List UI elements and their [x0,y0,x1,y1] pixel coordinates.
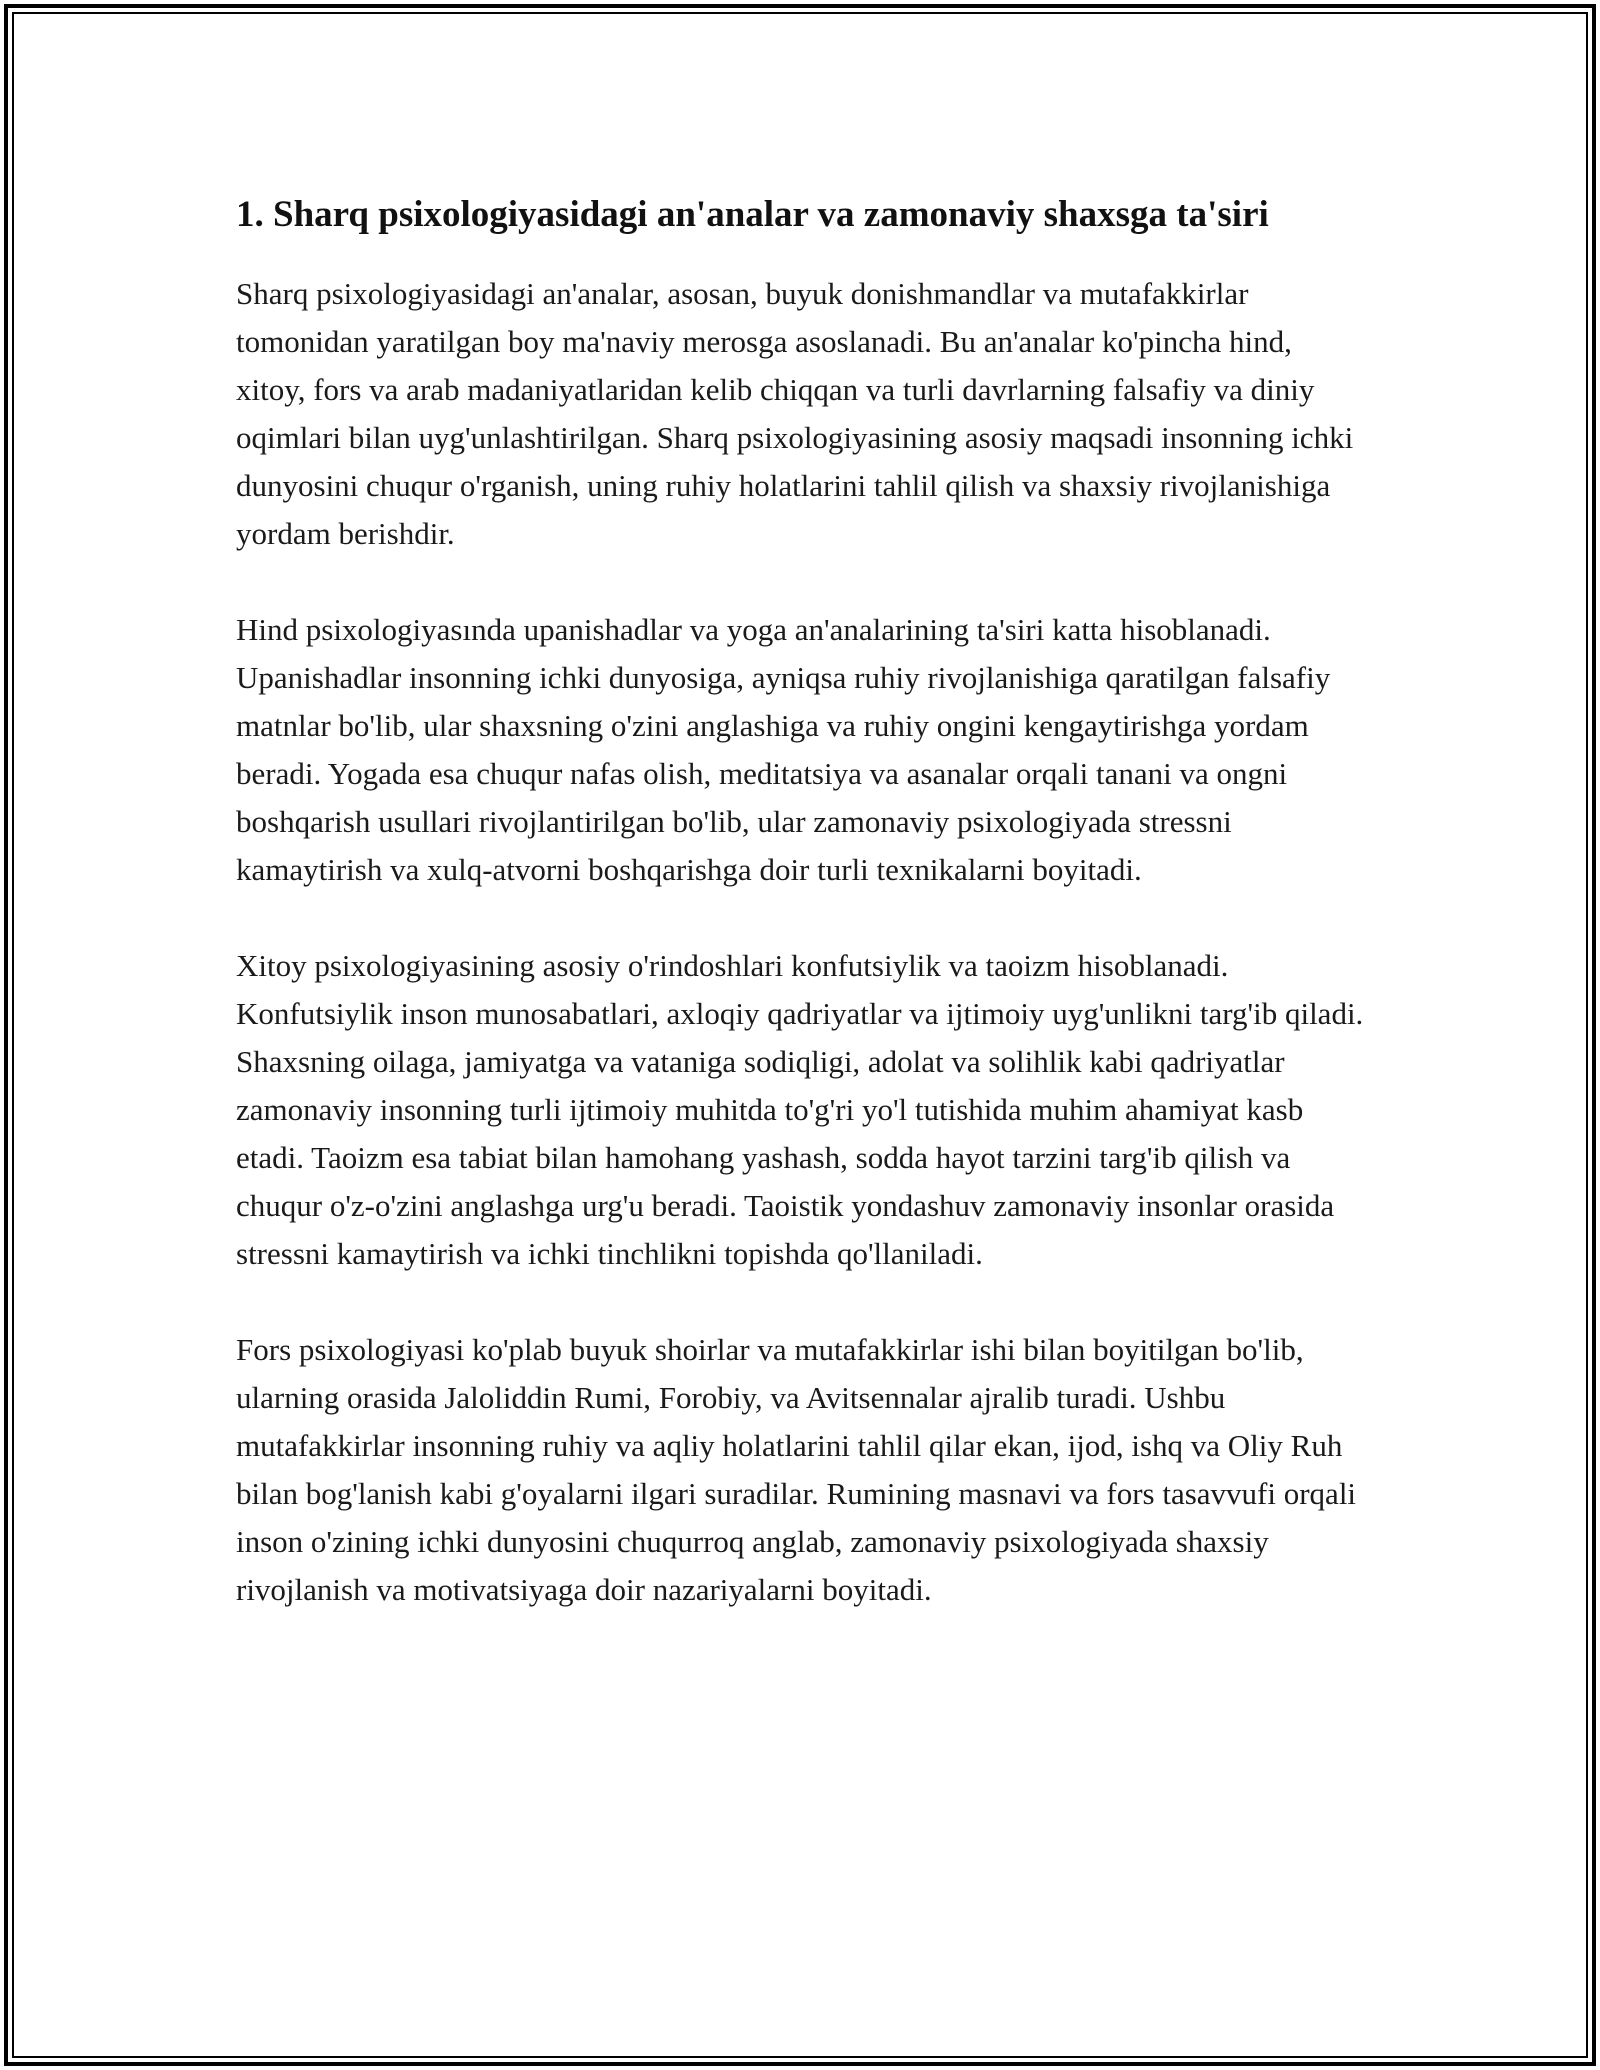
paragraph-intro: Sharq psixologiyasidagi an'analar, asosan, buyuk donishmandlar va mutafakkirlar tomonidan yaratilgan boy ma'naviy merosga asoslanadi. Bu an'analar ko'pincha hind, xitoy, fors va arab madaniyatlaridan kelib chiqqan va turli davrlarning falsafiy va diniy oqimlari bilan uyg'unlashtirilgan. Sharq psixologiyasining asosiy maqsadi insonning ichki dunyosini chuqur o'rganish, uning ruhiy holatlarini tahlil qilish va shaxsiy rivojlanishiga yordam berishdir. [236,276,1354,551]
paragraph-chinese-psychology: Xitoy psixologiyasining asosiy o'rindoshlari konfutsiylik va taoizm hisoblanadi. Konfutsiylik inson munosabatlari, axloqiy qadriyatlar va ijtimoiy uyg'unlikni targ'ib qiladi. Shaxsning oilaga, jamiyatga va vataniga sodiqligi, adolat va solihlik kabi qadriyatlar zamonaviy insonning turli ijtimoiy muhitda to'g'ri yo'l tutishida muhim ahamiyat kasb etadi. Taoizm esa tabiat bilan hamohang yashash, sodda hayot tarzini targ'ib qilish va chuqur o'z-o'zini anglashga urg'u beradi. Taoistik yondashuv zamonaviy insonlar orasida stressni kamaytirish va ichki tinchlikni topishda qo'llaniladi. [236,948,1364,1271]
document-body [236,188,1366,1662]
paragraph-persian-psychology: Fors psixologiyasi ko'plab buyuk shoirlar va mutafakkirlar ishi bilan boyitilgan bo'lib, ularning orasida Jaloliddin Rumi, Forobiy, va Avitsennalar ajralib turadi. Ushbu mutafakkirlar insonning ruhiy va aqliy holatlarini tahlil qilar ekan, ijod, ishq va Oliy Ruh bilan bog'lanish kabi g'oyalarni ilgari suradilar. Rumining masnavi va fors tasavvufi orqali inson o'zining ichki dunyosini chuqurroq anglab, zamonaviy psixologiyada shaxsiy rivojlanish va motivatsiyaga doir nazariyalarni boyitadi. [236,1332,1357,1607]
section-heading: 1. Sharq psixologiyasidagi an'analar va zamonaviy shaxsga ta'siri [236,194,1269,235]
paragraph-indian-psychology: Hind psixologiyasında upanishadlar va yoga an'analarining ta'siri katta hisoblanadi. Upanishadlar insonning ichki dunyosiga, ayniqsa ruhiy rivojlanishiga qaratilgan falsafiy matnlar bo'lib, ular shaxsning o'zini anglashiga va ruhiy ongini kengaytirishga yordam beradi. Yogada esa chuqur nafas olish, meditatsiya va asanalar orqali tanani va ongni boshqarish usullari rivojlantirilgan bo'lib, ular zamonaviy psixologiyada stressni kamaytirish va xulq-atvorni boshqarishga doir turli texnikalarni boyitadi. [236,612,1331,887]
